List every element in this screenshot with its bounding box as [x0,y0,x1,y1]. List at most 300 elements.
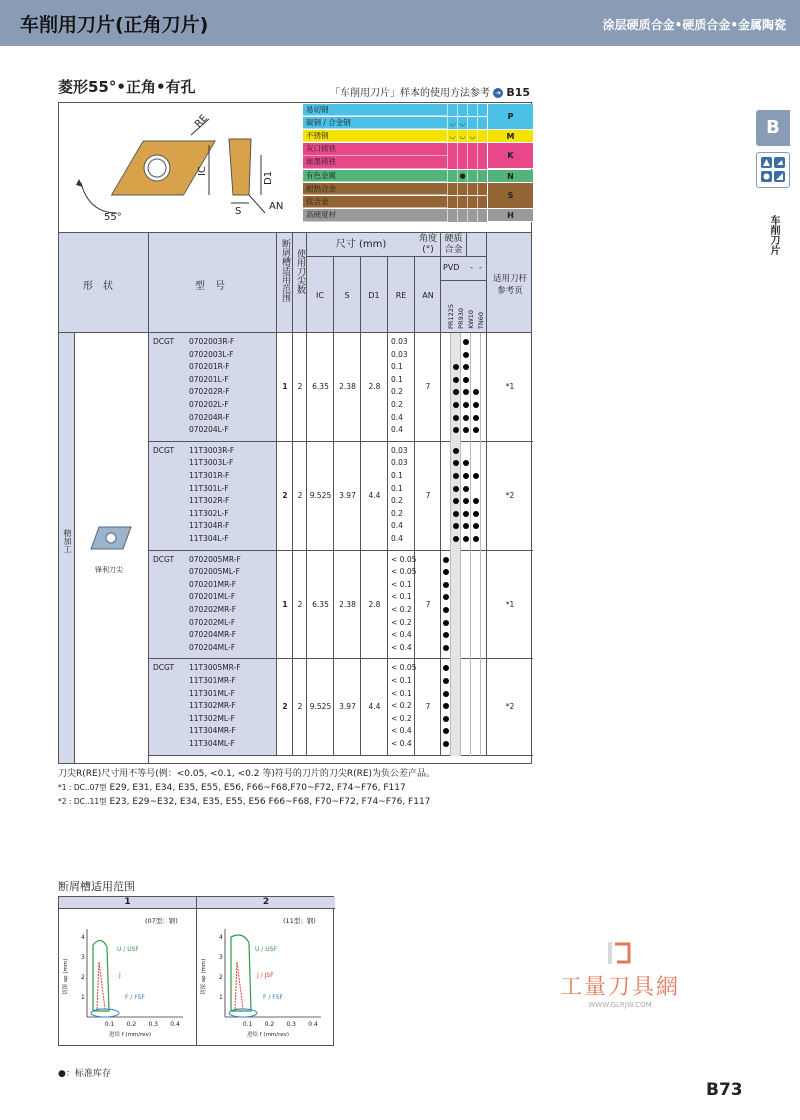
group-ref: *2 [505,702,515,712]
stock-dot [443,607,449,613]
legend [58,1066,111,1079]
chip-region-f [91,1009,119,1017]
stock-dot [473,415,479,421]
material-mark [457,209,467,222]
re-value: 0.03 [391,337,408,346]
model-number[interactable]: 070202L-F [189,400,229,409]
group-s: 2.38 [339,599,356,609]
material-group-k: K [487,143,533,169]
watermark-text: 工量刀具網 [560,975,681,1000]
grade-column [451,442,461,551]
chip-chart-plot [59,909,335,1045]
model-number[interactable]: 11T3003L-F [189,458,234,468]
chip-label-j: J / JSF [257,972,274,979]
y-tick-label: 2 [81,974,85,981]
stock-dot [463,339,469,345]
re-value: < 0.4 [391,738,412,748]
re-value: 0.2 [391,400,403,409]
re-value: < 0.1 [391,592,412,602]
stock-dot [463,415,469,421]
material-mark [467,183,477,196]
chip-region-u [231,935,251,1011]
x-tick-label: 0.1 [104,1021,115,1028]
re-value: 0.03 [391,445,408,455]
ic-label: IC [197,166,208,176]
material-name: 灰口铸铁 [303,143,447,156]
re-value: 0.1 [391,374,403,384]
group-edges: 2 [297,382,303,392]
header-grade-blank [467,233,487,257]
group-s: 2.38 [339,382,356,392]
model-number[interactable]: 11T301L-F [189,483,229,493]
model-number[interactable]: 070202MR-F [189,604,237,614]
stock-dot [453,448,459,454]
material-mark-blank [477,104,487,117]
y-axis-label: 切深 ap (mm) [63,958,69,995]
material-group-n: N [487,170,533,183]
group-d1: 2.8 [368,599,381,609]
material-mark: ● [457,170,467,183]
grade-column [461,551,471,660]
group-edges: 2 [297,599,303,609]
x-axis-label: 进给 f (mm/rev) [109,1032,152,1038]
stock-dot [463,511,469,517]
header-angle-text: 角度 (°) [415,233,441,257]
re-value: < 0.05 [391,554,417,564]
material-mark [457,183,467,196]
model-prefix: DCGT [153,337,175,346]
stock-dot [453,511,459,517]
model-number[interactable]: 11T3003R-F [189,445,235,455]
insert-group [149,333,533,442]
material-mark [447,209,457,222]
note-1 [58,782,435,793]
model-number[interactable]: 0702005MR-F [189,554,241,564]
material-mark: ◡ [467,130,477,143]
group-ref: *1 [505,599,515,609]
re-value: < 0.2 [391,713,412,723]
re-value: 0.1 [391,470,403,480]
group-s: 3.97 [339,702,356,712]
re-value: 0.2 [391,496,403,506]
material-mark [457,104,467,117]
header-holder-text: 适用刀杆参考页 [492,274,527,296]
shape-column [75,333,149,763]
page-subtitle: 涂层硬质合金•硬质合金•金属陶瓷 [602,18,786,32]
stock-dot [443,741,449,747]
x-tick-label: 0.1 [242,1021,253,1028]
insert-shape-image [87,523,135,553]
note-1-text: E29, E31, E34, E35, E55, E56, F66~F68,F70~F72, F74~F76, F117 [109,783,406,793]
material-mark: ◡ [447,130,457,143]
material-name: 球墨铸铁 [303,156,447,169]
re-value: 0.2 [391,508,403,518]
re-value: < 0.1 [391,675,412,685]
model-number[interactable]: 070204ML-F [189,642,236,652]
model-prefix: DCGT [153,554,175,564]
material-name: 不锈钢 [303,130,447,143]
grade-name: PR1225 [447,304,455,329]
grade-column [451,551,461,660]
re-value: 0.1 [391,362,403,372]
group-an: 7 [425,702,431,712]
insert-group [149,442,533,551]
re-value: < 0.4 [391,630,412,640]
material-mark [447,143,457,156]
model-number[interactable]: 11T302R-F [189,496,230,506]
model-number[interactable]: 11T302MR-F [189,701,236,711]
header-grades [441,233,487,332]
table-top [59,103,531,233]
d1-label: D1 [263,170,274,185]
stock-dot [473,536,479,542]
re-value: 0.03 [391,458,408,468]
model-number[interactable]: 11T304L-F [189,533,229,543]
group-s: 3.97 [339,491,356,501]
group-range: 1 [282,382,288,392]
re-value: < 0.1 [391,579,412,589]
grade-name: TN60 [477,311,485,329]
table-body [59,333,531,763]
material-mark [467,117,477,130]
header-pvd: PVD [443,263,460,272]
group-edges: 2 [297,491,303,501]
x-tick-label: 0.2 [126,1021,137,1028]
header-d1: D1 [361,257,388,333]
grade-name: KW10 [467,310,475,329]
grade-column [461,659,471,755]
re-value: 0.4 [391,412,403,422]
grade-column [451,333,461,442]
stock-dot [443,678,449,684]
model-number[interactable]: 070201ML-F [189,592,236,602]
stock-dot [473,511,479,517]
side-label: 车削刀片 [768,215,779,255]
insert-category-icon [756,152,790,188]
page-header [0,0,800,46]
model-number[interactable]: 0702005ML-F [189,567,240,577]
header-holder [487,233,533,332]
stock-dot [443,557,449,563]
watermark-url: WWW.GLRJW.COM [588,1001,652,1009]
header-coating [441,257,487,281]
chip-region-j [97,962,105,1009]
watermark [560,940,680,1009]
re-value: 0.03 [391,349,408,359]
model-number[interactable]: 070201L-F [189,374,229,384]
chip-panel-2-head: 2 [197,897,335,909]
group-range: 2 [282,491,288,501]
model-number[interactable]: 11T304MR-F [189,726,236,736]
header-chip-range-text: 断屑槽适用范围 [280,239,290,302]
group-range: 1 [282,599,288,609]
x-tick-label: 0.4 [170,1021,180,1028]
page-number: B73 [706,1080,743,1100]
stock-dot [473,402,479,408]
note-2-label: *2 : DC..11型 [58,797,107,806]
material-mark-blank [477,209,487,222]
model-prefix: DCGT [153,445,175,455]
material-mark-blank [477,183,487,196]
stock-dot [463,486,469,492]
material-mark [457,196,467,209]
material-name: 高硬度材 [303,209,447,222]
material-mark [467,104,477,117]
group-d1: 4.4 [368,491,381,501]
insert-table [58,102,532,764]
note-1-label: *1 : DC..07型 [58,783,107,792]
material-mark: ◡ [457,130,467,143]
re-value: < 0.4 [391,642,412,652]
material-mark [447,156,457,169]
grade-column [441,551,451,660]
grade-column [461,333,471,442]
chip-region-f [229,1009,257,1017]
note-2-text: E23, E29~E32, E34, E35, E55, E56 F66~F68, F70~F72, F74~F76, F117 [109,797,431,807]
model-number[interactable]: 070204R-F [189,412,230,422]
model-number[interactable]: 11T301MR-F [189,675,236,685]
re-value: 0.2 [391,387,403,397]
stock-dot [463,377,469,383]
group-ref: *1 [505,382,515,392]
re-value: < 0.2 [391,701,412,711]
stock-dot [443,645,449,651]
stock-dot [453,402,459,408]
group-ic: 6.35 [312,599,329,609]
model-number[interactable]: 11T301ML-F [189,688,235,698]
model-number[interactable]: 11T301R-F [189,470,230,480]
material-mark-blank [477,117,487,130]
material-mark: ◡ [447,117,457,130]
material-mark [467,170,477,183]
model-number[interactable]: 11T3005MR-F [189,663,241,673]
watermark-logo-icon [605,940,635,966]
material-name: 易切钢 [303,104,447,117]
header-model-text: 型 号 [195,281,225,292]
stock-dot [453,377,459,383]
model-prefix: DCGT [153,663,175,673]
group-ic: 9.525 [309,491,332,501]
material-group-h: H [487,209,533,222]
re-value: < 0.1 [391,688,412,698]
reference-text: 「车削用刀片」样本的使用方法参考 [330,88,490,99]
reference-note[interactable] [330,84,530,99]
stock-dot [453,415,459,421]
y-tick-label: 4 [81,934,85,941]
group-an: 7 [425,382,431,392]
work-material-chart [303,103,533,233]
header-edges-text: 使用刀尖数 [295,249,305,294]
y-tick-label: 3 [81,954,85,961]
material-mark-blank [477,196,487,209]
material-mark [447,104,457,117]
stock-dot [453,486,459,492]
material-mark [467,143,477,156]
material-mark [457,156,467,169]
model-number[interactable]: 070202R-F [189,387,230,397]
material-mark: ◡ [457,117,467,130]
chip-region-j [235,962,243,1009]
group-ic: 6.35 [312,382,329,392]
re-value: < 0.2 [391,617,412,627]
material-group-p: P [487,104,533,130]
page-title: 车削用刀片(正角刀片) [20,14,209,36]
stock-dot [453,473,459,479]
grade-column [451,659,461,755]
angle-label: 55° [104,212,122,223]
material-name: 碳钢 / 合金钢 [303,117,447,130]
group-rows [149,333,533,763]
grade-column [471,659,481,755]
re-value: < 0.05 [391,663,417,673]
model-number[interactable]: 070201R-F [189,362,230,372]
material-name: 有色金属 [303,170,447,183]
material-mark [447,196,457,209]
note-2 [58,796,435,807]
model-number[interactable]: 070204L-F [189,425,229,435]
material-mark-blank [477,170,487,183]
re-value: 0.1 [391,483,403,493]
group-d1: 4.4 [368,702,381,712]
header-re: RE [388,257,415,333]
header-grade-text: 硬质合金 [441,233,467,257]
grade-name: PR930 [457,308,465,329]
material-name: 钛合金 [303,196,447,209]
group-range: 2 [282,702,288,712]
header-an: AN [422,291,434,300]
chip-chart-title: 断屑槽适用范围 [58,880,135,893]
insert-group [149,659,533,755]
arrow-icon: ➔ [493,88,503,98]
chip-label-u: U / USF [255,946,277,953]
header-dims [307,233,415,332]
header-dash-2: - [479,263,482,272]
group-ref: *2 [505,491,515,501]
group-an: 7 [425,599,431,609]
stock-dot [463,352,469,358]
model-number[interactable]: 11T304ML-F [189,738,235,748]
material-mark [457,143,467,156]
header-dims-text: 尺寸 (mm) [307,233,415,257]
stock-dot [463,402,469,408]
side-tab-b[interactable]: B [756,110,790,146]
grade-column [471,442,481,551]
model-number[interactable]: 0702003L-F [189,349,234,359]
model-number[interactable]: 11T302ML-F [189,713,235,723]
grade-column [441,333,451,442]
table-header [59,233,531,333]
model-number[interactable]: 11T304R-F [189,521,230,531]
header-s: S [334,257,361,333]
material-group-m: M [487,130,533,143]
legend-text: ●：标准库存 [58,1069,111,1079]
model-number[interactable]: 11T302L-F [189,508,229,518]
model-number[interactable]: 070202ML-F [189,617,236,627]
chip-label-f: F / FSF [125,994,145,1001]
stock-dot [443,716,449,722]
material-group-s: S [487,183,533,209]
an-label: AN [269,201,284,212]
stock-dot [463,536,469,542]
y-axis-label: 切深 ap (mm) [201,958,207,995]
model-number[interactable]: 070201MR-F [189,579,237,589]
re-value: < 0.05 [391,567,417,577]
material-mark [467,156,477,169]
group-an: 7 [425,491,431,501]
material-mark-blank [477,156,487,169]
re-value: 0.4 [391,425,403,435]
x-tick-label: 0.2 [264,1021,275,1028]
shape-label: 锋利刀尖 [95,566,123,574]
model-number[interactable]: 0702003R-F [189,337,235,346]
insert-group [149,551,533,660]
grade-column [461,442,471,551]
stock-dot [443,691,449,697]
insert-diagram [59,103,303,233]
process-label: 精加工 [63,529,72,553]
chip-panel-note: (11型：钢) [283,917,316,925]
x-tick-label: 0.3 [148,1021,159,1028]
y-tick-label: 1 [81,994,85,1001]
notes [58,766,435,810]
stock-dot [473,473,479,479]
material-mark-blank [477,130,487,143]
header-dash-1: - [470,263,473,272]
header-shape [59,233,149,332]
material-mark [467,196,477,209]
header-shape-text: 形 状 [83,281,113,292]
header-ic: IC [307,257,334,333]
material-mark-blank [477,143,487,156]
header-model [149,233,277,332]
model-number[interactable]: 070204MR-F [189,630,237,640]
y-tick-label: 3 [219,954,223,961]
y-tick-label: 4 [219,934,223,941]
material-name: 耐热合金 [303,183,447,196]
grade-column [471,333,481,442]
re-label: RE [193,112,211,131]
header-angle [415,233,441,332]
header-grade-names [441,281,487,333]
re-value: < 0.4 [391,726,412,736]
s-label: S [235,206,242,217]
grade-column [441,442,451,551]
process-column [59,333,75,763]
material-mark [447,170,457,183]
section-title: 菱形55°•正角•有孔 [58,78,196,96]
material-mark [467,209,477,222]
chip-panel-1-head: 1 [59,897,197,909]
note-main: 刀尖R(RE)尺寸用不等号(例：<0.05, <0.1, <0.2 等)符号的刀片的刀尖R(RE)为负公差产品。 [58,769,436,779]
reference-page[interactable]: B15 [506,86,531,99]
stock-dot [463,473,469,479]
chip-panel-note: (07型：钢) [145,917,178,925]
grade-column [471,551,481,660]
header-chip-range [277,233,293,332]
y-tick-label: 1 [219,994,223,1001]
x-tick-label: 0.4 [308,1021,318,1028]
header-edges [293,233,307,332]
re-value: < 0.2 [391,604,412,614]
x-tick-label: 0.3 [286,1021,297,1028]
group-edges: 2 [297,702,303,712]
chip-label-j: J [119,972,121,979]
x-axis-label: 进给 f (mm/rev) [247,1032,290,1038]
y-tick-label: 2 [219,974,223,981]
chip-chart [58,896,334,1046]
re-value: 0.4 [391,521,403,531]
stock-dot [453,536,459,542]
